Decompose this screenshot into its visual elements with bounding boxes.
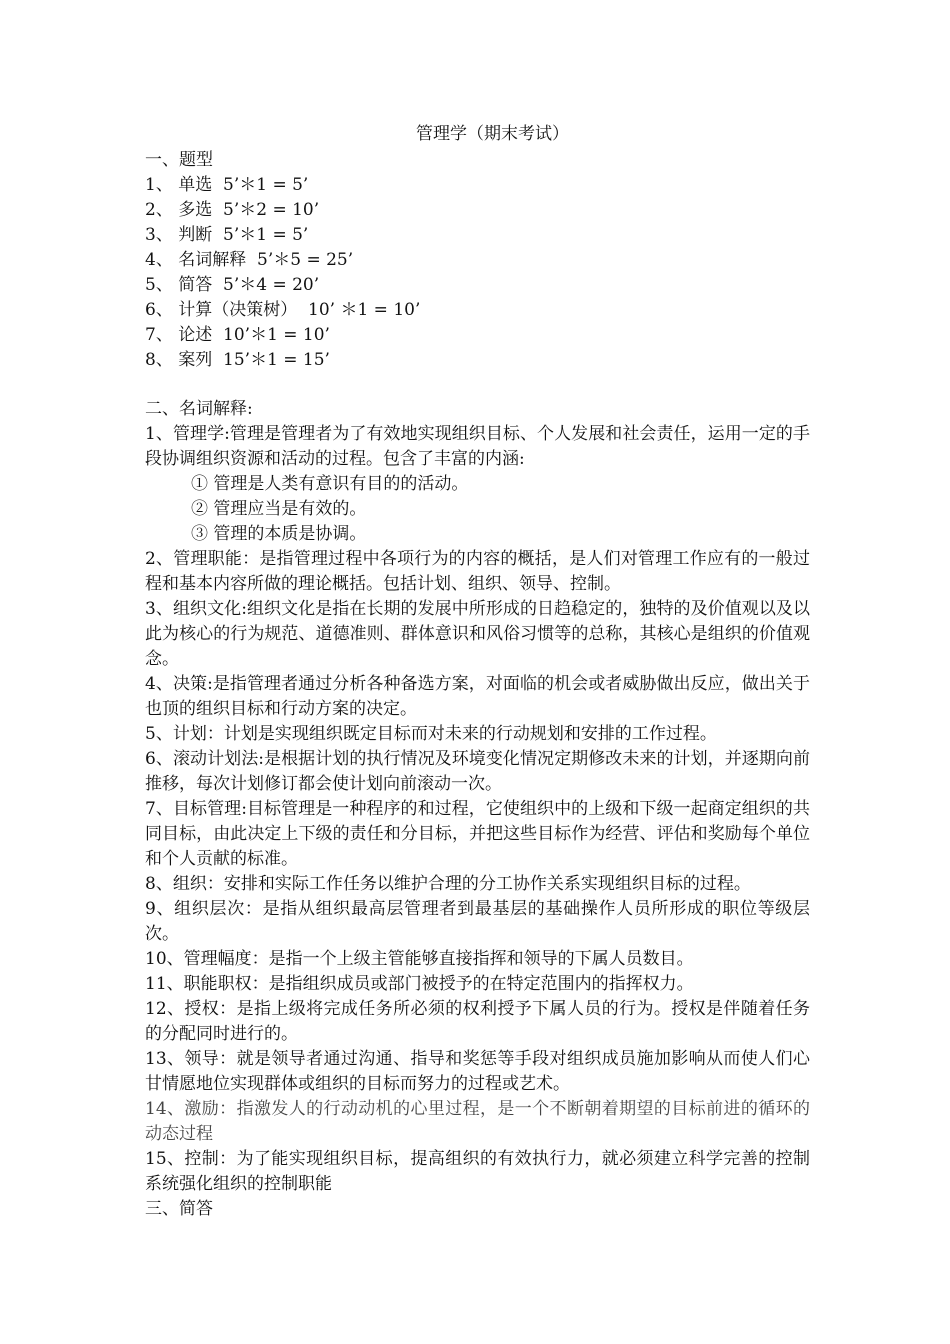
definition-item: 5、计划：计划是实现组织既定目标而对未来的行动规划和安排的工作过程。	[145, 724, 717, 744]
document-title: 管理学（期末考试）	[416, 124, 569, 144]
question-type-item: 8、 案列 15’＊1 = 15’	[145, 350, 330, 370]
definition-item: 6、滚动计划法:是根据计划的执行情况及环境变化情况定期修改未来的计划，并逐期向前推移，每次计划修订都会使计划向前滚动一次。	[145, 749, 810, 794]
question-type-item: 3、 判断 5’＊1 = 5’	[145, 225, 309, 245]
section-definitions	[145, 397, 810, 1197]
question-type-item: 6、 计算（决策树） 10’ ＊1 = 10’	[145, 300, 421, 320]
blank-line	[145, 373, 810, 397]
definition-item: 4、决策:是指管理者通过分析各种备选方案，对面临的机会或者威胁做出反应，做出关于也顶的组织目标和行动方案的决定。	[145, 674, 810, 719]
question-type-item: 1、 单选 5’＊1 = 5’	[145, 175, 309, 195]
question-type-item: 2、 多选 5’＊2 = 10’	[145, 200, 320, 220]
definition-item: 10、管理幅度：是指一个上级主管能够直接指挥和领导的下属人员数目。	[145, 949, 694, 969]
definition-subitem: ② 管理应当是有效的。	[191, 499, 367, 519]
definition-item: 12、授权：是指上级将完成任务所必须的权利授予下属人员的行为。授权是伴随着任务的分配同时进行的。	[145, 999, 810, 1044]
definition-subitem: ① 管理是人类有意识有目的的活动。	[191, 474, 469, 494]
question-type-item: 4、 名词解释 5’＊5 = 25’	[145, 250, 354, 270]
question-type-item: 7、 论述 10’＊1 = 10’	[145, 325, 330, 345]
section-heading-short-answer: 三、简答	[145, 1199, 213, 1219]
definition-subitem: ③ 管理的本质是协调。	[191, 524, 367, 544]
definition-item: 8、组织：安排和实际工作任务以维护合理的分工协作关系实现组织目标的过程。	[145, 874, 751, 894]
definition-item: 14、激励：指激发人的行动动机的心里过程，是一个不断朝着期望的目标前进的循环的动态过程	[145, 1099, 810, 1144]
definition-item: 11、职能职权：是指组织成员或部门被授予的在特定范围内的指挥权力。	[145, 974, 694, 994]
definition-item: 1、管理学:管理是管理者为了有效地实现组织目标、个人发展和社会责任，运用一定的手段协调组织资源和活动的过程。包含了丰富的内涵:	[145, 424, 810, 469]
definition-item: 9、组织层次：是指从组织最高层管理者到最基层的基础操作人员所形成的职位等级层次。	[145, 899, 810, 944]
definition-item: 3、组织文化:组织文化是指在长期的发展中所形成的日趋稳定的，独特的及价值观以及以此为核心的行为规范、道德准则、群体意识和风俗习惯等的总称，其核心是组织的价值观念。	[145, 599, 810, 669]
section-heading: 二、名词解释:	[145, 399, 253, 419]
definition-item: 15、控制：为了能实现组织目标，提高组织的有效执行力，就必须建立科学完善的控制系统强化组织的控制职能	[145, 1149, 810, 1194]
definition-item: 2、管理职能：是指管理过程中各项行为的内容的概括，是人们对管理工作应有的一般过程和基本内容所做的理论概括。包括计划、组织、领导、控制。	[145, 549, 810, 594]
section-question-types	[145, 148, 810, 373]
section-heading: 一、题型	[145, 150, 213, 170]
question-type-item: 5、 简答 5’＊4 = 20’	[145, 275, 320, 295]
definition-item: 13、领导：就是领导者通过沟通、指导和奖惩等手段对组织成员施加影响从而使人们心甘情愿地位实现群体或组织的目标而努力的过程或艺术。	[145, 1049, 810, 1094]
document-page	[145, 122, 810, 1222]
definition-item: 7、目标管理:目标管理是一种程序的和过程，它使组织中的上级和下级一起商定组织的共同目标，由此决定上下级的责任和分目标，并把这些目标作为经营、评估和奖励每个单位和个人贡献的标准。	[145, 799, 810, 869]
